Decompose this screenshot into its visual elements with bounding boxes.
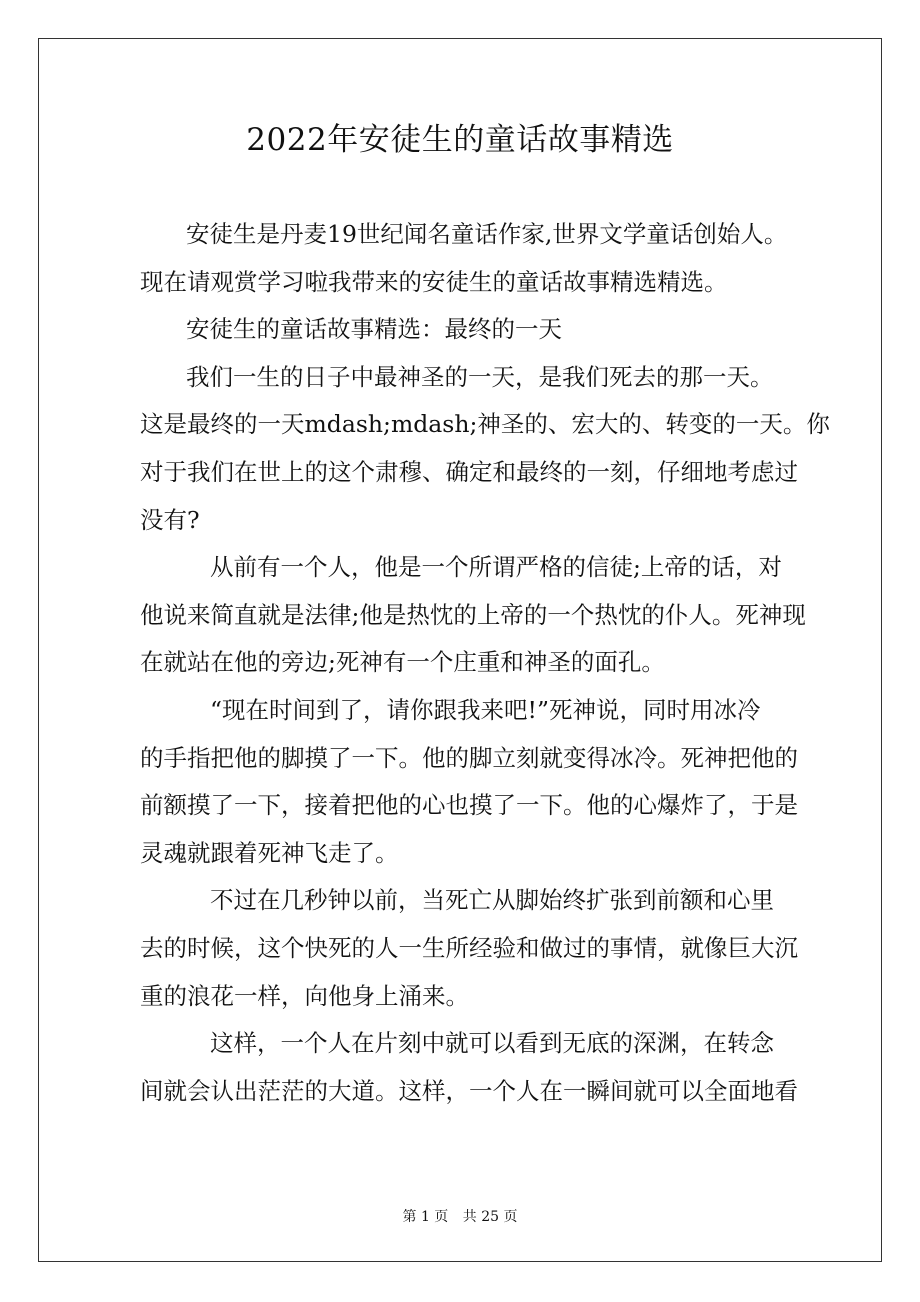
text-line: 间就会认出茫茫的大道。这样，一个人在一瞬间就可以全面地看 <box>140 1076 798 1105</box>
text-line: 现在请观赏学习啦我带来的安徒生的童话故事精选精选。 <box>140 267 728 296</box>
document-body <box>140 211 830 1115</box>
page-number: 第 1 页 <box>402 1209 449 1225</box>
paragraph <box>140 1020 812 1115</box>
paragraph <box>140 544 812 687</box>
text-line: 的手指把他的脚摸了一下。他的脚立刻就变得冰冷。死神把他的 <box>140 743 798 772</box>
text-line: 在就站在他的旁边;死神有一个庄重和神圣的面孔。 <box>140 648 665 677</box>
text-line: 对于我们在世上的这个肃穆、确定和最终的一刻，仔细地考虑过 <box>140 457 798 486</box>
text-line: 这是最终的一天mdash;mdash;神圣的、宏大的、转变的一天。你 <box>140 410 830 439</box>
page-footer <box>0 1206 920 1226</box>
document-title: 2022年安徒生的童话故事精选 <box>246 122 674 158</box>
text-line: 安徒生是丹麦19世纪闻名童话作家,世界文学童话创始人。 <box>186 220 788 248</box>
paragraph <box>140 211 812 306</box>
text-line: 他说来简直就是法律;他是热忱的上帝的一个热忱的仆人。死神现 <box>140 600 806 629</box>
text-line: 灵魂就跟着死神飞走了。 <box>140 838 399 867</box>
paragraph <box>140 306 812 354</box>
page-total: 共 25 页 <box>462 1209 518 1225</box>
text-line: 这样，一个人在片刻中就可以看到无底的深渊，在转念 <box>210 1029 774 1058</box>
text-line: 前额摸了一下，接着把他的心也摸了一下。他的心爆炸了，于是 <box>140 791 798 820</box>
text-line: 去的时候，这个快死的人一生所经验和做过的事情，就像巨大沉 <box>140 933 798 962</box>
text-line: 没有? <box>140 505 200 534</box>
text-line: 我们一生的日子中最神圣的一天，是我们死去的那一天。 <box>186 362 774 391</box>
text-line: 重的浪花一样，向他身上涌来。 <box>140 981 469 1010</box>
text-line: “现在时间到了，请你跟我来吧!”死神说，同时用冰冷 <box>210 695 761 724</box>
text-line: 从前有一个人，他是一个所谓严格的信徒;上帝的话，对 <box>210 553 782 582</box>
text-line: 安徒生的童话故事精选：最终的一天 <box>186 315 562 344</box>
text-line: 不过在几秒钟以前，当死亡从脚始终扩张到前额和心里 <box>210 886 774 915</box>
paragraph <box>140 687 812 877</box>
paragraph <box>140 354 830 544</box>
paragraph <box>140 877 812 1020</box>
